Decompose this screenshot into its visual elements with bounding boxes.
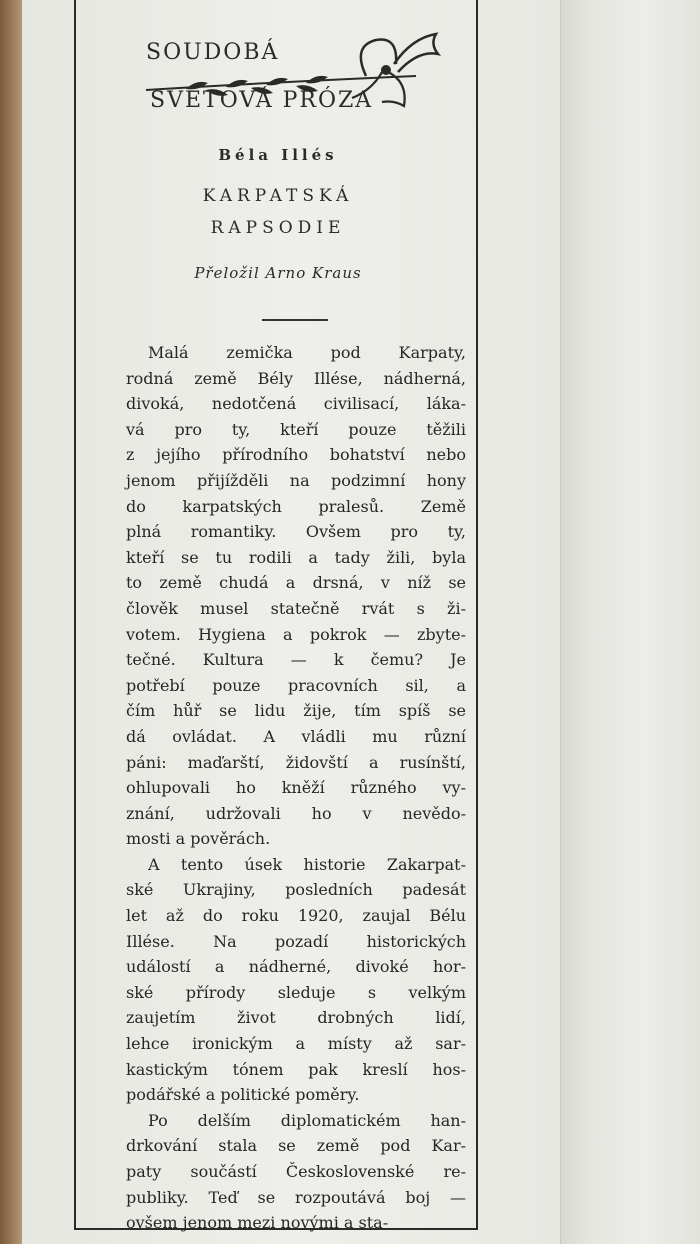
- text-line: kastickým tónem pak kreslí hos-: [126, 1059, 466, 1079]
- text-line: podářské a politické poměry.: [126, 1085, 360, 1105]
- text-line: páni: maďarští, židovští a rusínští,: [126, 752, 466, 772]
- text-line: znání, udržovali ho v nevědo-: [126, 803, 466, 823]
- text-line: potřebí pouze pracovních sil, a: [126, 675, 466, 695]
- text-line: lehce ironickým a místy až sar-: [126, 1034, 466, 1054]
- text-line: čím hůř se lidu žije, tím spíš se: [126, 701, 466, 721]
- text-line: z jejího přírodního bohatství nebo: [126, 445, 466, 465]
- text-line: divoká, nedotčená civilisací, láka-: [126, 394, 466, 414]
- text-line: rodná země Bély Illése, nádherná,: [126, 368, 466, 388]
- series-title-line1: SOUDOBÁ: [146, 40, 280, 65]
- text-line: A tento úsek historie Zakarpat-: [148, 854, 466, 874]
- book-title-line2: RAPSODIE: [210, 218, 346, 238]
- text-line: paty součástí Československé re-: [126, 1162, 466, 1181]
- text-line: let až do roku 1920, zaujal Bélu: [126, 906, 466, 926]
- text-line: člověk musel statečně rvát s ži-: [126, 598, 466, 618]
- text-line: kteří se tu rodili a tady žili, byla: [126, 547, 466, 567]
- text-line: ské přírody sleduje s velkým: [126, 982, 466, 1002]
- book-title-line1: KARPATSKÁ: [202, 186, 354, 206]
- blurb-text: [126, 340, 466, 1236]
- text-line: jenom přijížděli na podzimní hony: [126, 470, 466, 490]
- text-line: tečné. Kultura — k čemu? Je: [126, 650, 466, 670]
- text-line: ohlupovali ho kněží různého vy-: [126, 778, 466, 798]
- text-line: mosti a pověrách.: [126, 829, 271, 849]
- text-line: publiky. Teď se rozpoutává boj —: [126, 1187, 466, 1207]
- text-line: událostí a nádherné, divoké hor-: [126, 957, 466, 977]
- translator-credit: Přeložil Arno Kraus: [194, 264, 362, 282]
- text-line: to země chudá a drsná, v níž se: [126, 573, 466, 593]
- text-line: Po delším diplomatickém han-: [148, 1110, 466, 1130]
- text-line: do karpatských pralesů. Země: [126, 496, 466, 516]
- divider-rule: [262, 319, 328, 321]
- text-line: plná romantiky. Ovšem pro ty,: [126, 522, 466, 542]
- text-line: ské Ukrajiny, posledních padesát: [126, 880, 466, 900]
- text-frame: [74, 0, 478, 1233]
- text-line: Malá zemička pod Karpaty,: [148, 343, 466, 362]
- laurel-ribbon-icon: [76, 20, 480, 130]
- series-title-line2: SVĚTOVÁ PRÓZA: [150, 88, 374, 113]
- text-line: ovšem jenom mezi novými a sta-: [126, 1213, 389, 1233]
- text-line: drkování stala se země pod Kar-: [126, 1136, 466, 1156]
- text-line: votem. Hygiena a pokrok — zbyte-: [126, 624, 466, 644]
- author-name: Béla Illés: [218, 146, 338, 164]
- text-line: vá pro ty, kteří pouze těžili: [126, 419, 466, 439]
- text-line: zaujetím život drobných lidí,: [126, 1008, 466, 1028]
- text-line: dá ovládat. A vládli mu různí: [126, 726, 466, 746]
- text-line: Illése. Na pozadí historických: [126, 931, 466, 951]
- paper-fold: [560, 0, 700, 1244]
